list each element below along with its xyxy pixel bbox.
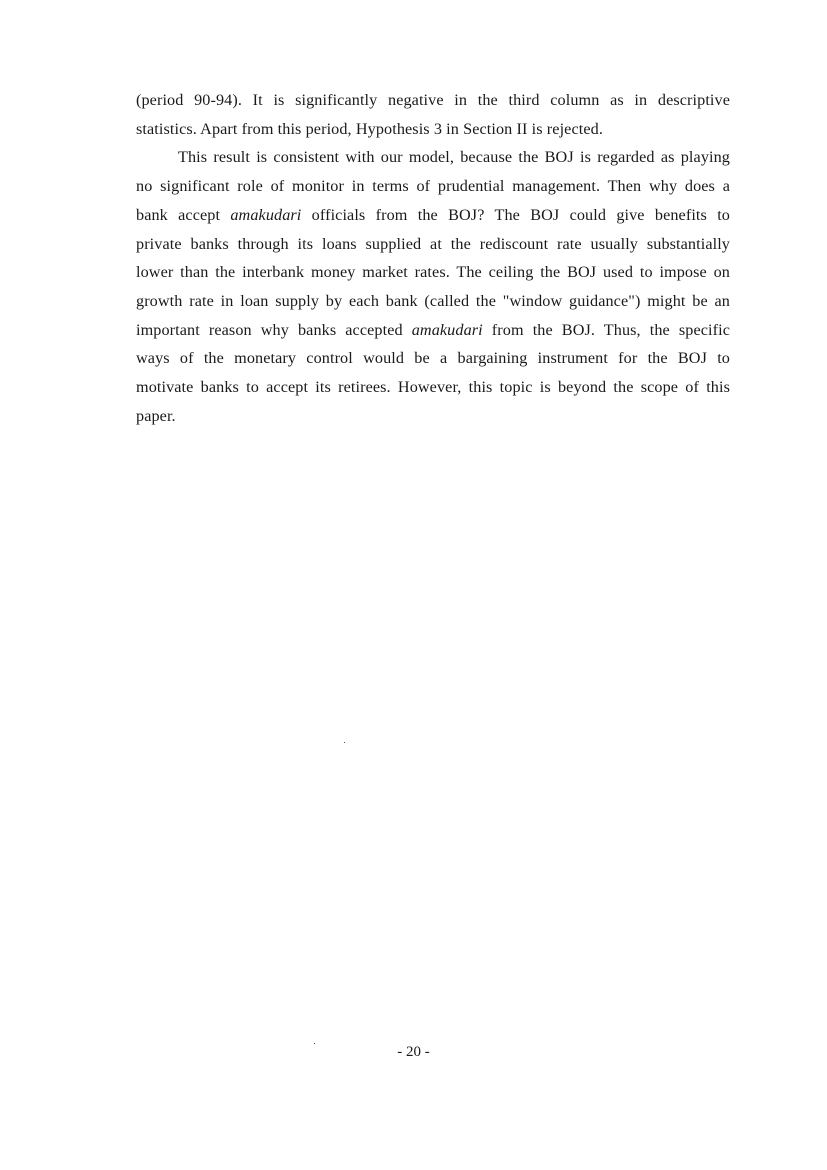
text-segment: from the BOJ. Thus, the specific — [482, 320, 730, 339]
text-line: private banks through its loans supplied at the rediscount rate usually substantially — [136, 234, 730, 253]
text-line — [136, 316, 730, 345]
paragraph-1 — [136, 86, 730, 143]
italic-term: amakudari — [230, 205, 302, 224]
text-line: paper. — [136, 406, 176, 425]
paragraph-2 — [136, 143, 730, 430]
text-line: (period 90-94). It is significantly negative in the third column as in descriptive — [136, 91, 730, 109]
italic-term: amakudari — [411, 320, 483, 339]
body-text — [136, 86, 730, 430]
text-segment: bank accept — [136, 205, 231, 224]
text-line: ways of the monetary control would be a bargaining instrument for the BOJ to — [136, 349, 730, 368]
scan-speck — [344, 742, 345, 743]
text-segment: officials from the BOJ? The BOJ could give benefits to — [301, 205, 730, 224]
text-line: statistics. Apart from this period, Hypothesis 3 in Section II is rejected. — [136, 119, 603, 138]
text-line: lower than the interbank money market rates. The ceiling the BOJ used to impose on — [136, 263, 730, 282]
page-number: - 20 - — [397, 1044, 430, 1060]
text-segment: important reason why banks accepted — [136, 320, 412, 339]
text-line: This result is consistent with our model, because the BOJ is regarded as playing — [178, 148, 730, 167]
text-line: growth rate in loan supply by each bank (called the "window guidance") might be an — [136, 291, 730, 310]
text-line: motivate banks to accept its retirees. However, this topic is beyond the scope of this — [136, 378, 730, 397]
text-line: no significant role of monitor in terms of prudential management. Then why does a — [136, 177, 730, 196]
text-line — [136, 201, 730, 230]
